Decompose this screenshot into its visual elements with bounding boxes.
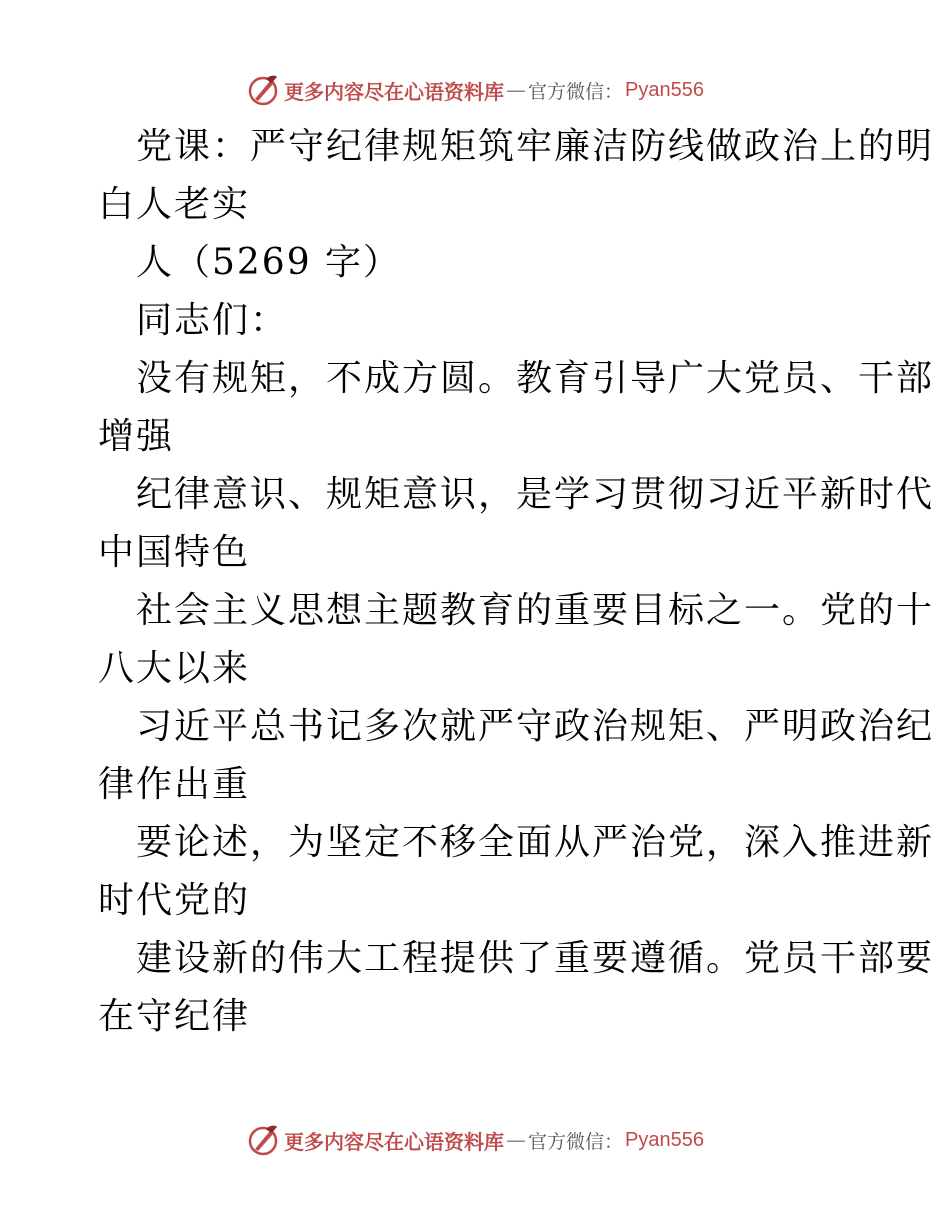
banner-site-text: 更多内容尽在心语资料库 — [284, 79, 504, 104]
banner-site-text: 更多内容尽在心语资料库 — [284, 1129, 504, 1154]
footer-banner — [0, 1120, 950, 1160]
text-line: 习近平总书记多次就严守政治规矩、严明政治纪 — [136, 706, 935, 747]
banner-wechat-label: 官方微信： — [528, 1130, 624, 1153]
banner-wechat-id: Pyan556 — [625, 1128, 704, 1151]
text-line: 党课：严守纪律规矩筑牢廉洁防线做政治上的明 — [136, 126, 935, 167]
text-line: 没有规矩，不成方圆。教育引导广大党员、干部 — [136, 358, 935, 399]
text-line: 白人老实 — [98, 184, 251, 225]
banner-separator: — — [506, 78, 526, 102]
text-line: 八大以来 — [98, 648, 251, 689]
quill-logo-icon — [246, 1123, 280, 1157]
text-line: 纪律意识、规矩意识，是学习贯彻习近平新时代 — [136, 474, 935, 515]
banner-wechat-label: 官方微信： — [528, 80, 624, 103]
text-line: 社会主义思想主题教育的重要目标之一。党的十 — [136, 590, 935, 631]
banner-wechat-id: Pyan556 — [625, 78, 704, 101]
text-line: 人（5269 字） — [136, 242, 402, 283]
text-line: 同志们： — [136, 300, 289, 341]
quill-logo-icon — [246, 73, 280, 107]
text-line: 时代党的 — [98, 880, 251, 921]
text-line: 在守纪律 — [98, 996, 251, 1037]
text-line: 增强 — [98, 416, 175, 457]
text-line: 建设新的伟大工程提供了重要遵循。党员干部要 — [136, 938, 935, 979]
text-line: 律作出重 — [98, 764, 251, 805]
text-line: 中国特色 — [98, 532, 251, 573]
text-line: 要论述，为坚定不移全面从严治党，深入推进新 — [136, 822, 935, 863]
banner-separator: — — [506, 1128, 526, 1152]
document-body — [98, 118, 935, 1046]
header-banner — [0, 70, 950, 110]
